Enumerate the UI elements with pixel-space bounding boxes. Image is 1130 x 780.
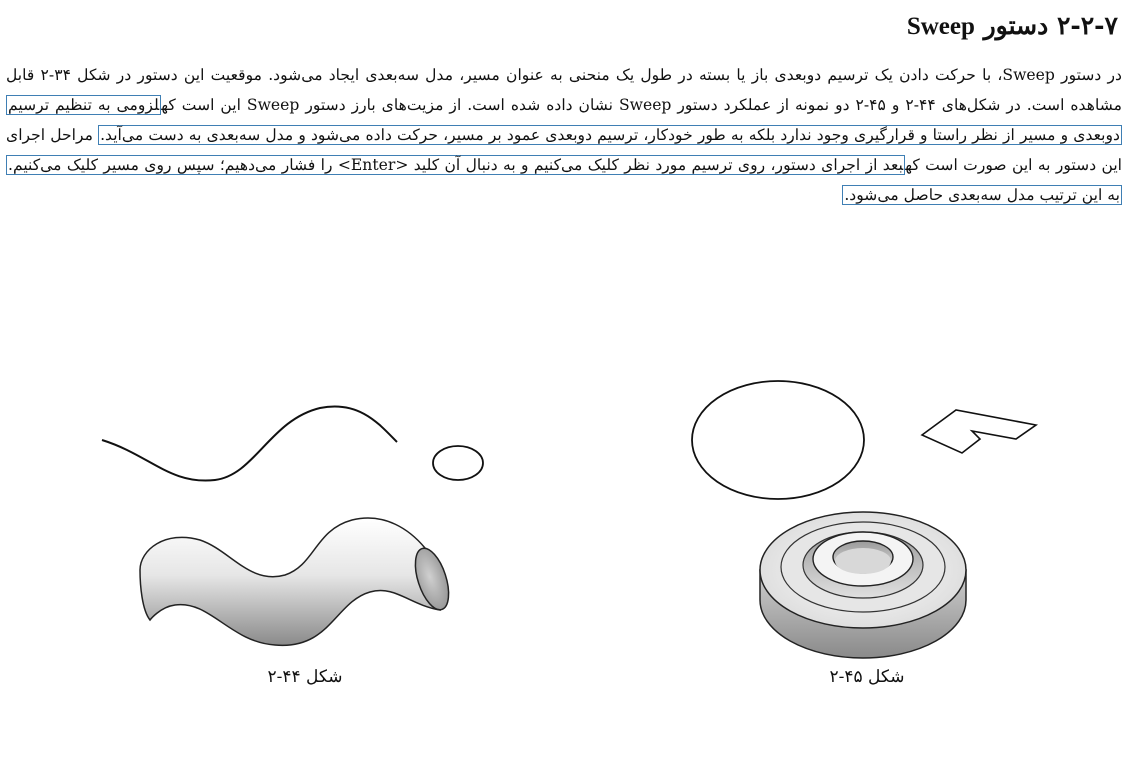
highlight-box-2: بعد از اجرای دستور، روی ترسیم مورد نظر کلیک می‌کنیم و به دنبال آن کلید <Enter> را فشار می‌دهیم؛ سپس روی مسیر کلیک می‌کنیم. به این ترتیب مدل سه‌بعدی حاصل می‌شود.: [8, 156, 1120, 204]
sweep-path-ellipse: [692, 381, 864, 499]
paragraph-part-1: در دستور Sweep، با حرکت دادن یک ترسیم دوبعدی باز یا بسته در طول یک منحنی به عنوان مسیر، مدل سه‌بعدی ایجاد می‌شود. موقعیت این دستور در شکل ۳۴-۲ قابل مشاهده است. در شکل‌های ۴۴-۲ و ۴۵-۲ دو نمونه از عملکرد دستور Sweep نشان داده شده است. از مزیت‌های بارز دستور Sweep این است که: [6, 66, 1122, 114]
caption-figure-2-45: شکل ۴۵-۲: [829, 667, 905, 687]
paragraph-part-2: مراحل اجرای این دستور به این صورت است که: [6, 126, 1122, 174]
figure-2-44: [90, 380, 520, 660]
profile-bracket: [922, 410, 1036, 453]
section-title-word: دستور: [983, 11, 1049, 40]
sweep-path-curve: [102, 406, 397, 480]
section-title-command: Sweep: [906, 13, 975, 40]
section-number: ۲-۲-۷: [1056, 11, 1118, 40]
paragraph: [6, 60, 1122, 210]
swept-ring: [760, 512, 966, 658]
highlight-box-1: لزومی به تنظیم ترسیم دوبعدی و مسیر از نظر راستا و قرارگیری وجود ندارد بلکه به طور خودکار، ترسیم دوبعدی عمود بر مسیر، حرکت داده می‌شود و مدل سه‌بعدی به دست می‌آید.: [8, 96, 1120, 144]
section-heading: [218, 8, 1118, 45]
caption-figure-2-44: شکل ۴۴-۲: [267, 667, 343, 687]
figure-2-45: [680, 345, 1060, 665]
profile-circle: [433, 446, 483, 480]
swept-tube: [140, 518, 440, 645]
body-paragraph: [6, 60, 1122, 210]
